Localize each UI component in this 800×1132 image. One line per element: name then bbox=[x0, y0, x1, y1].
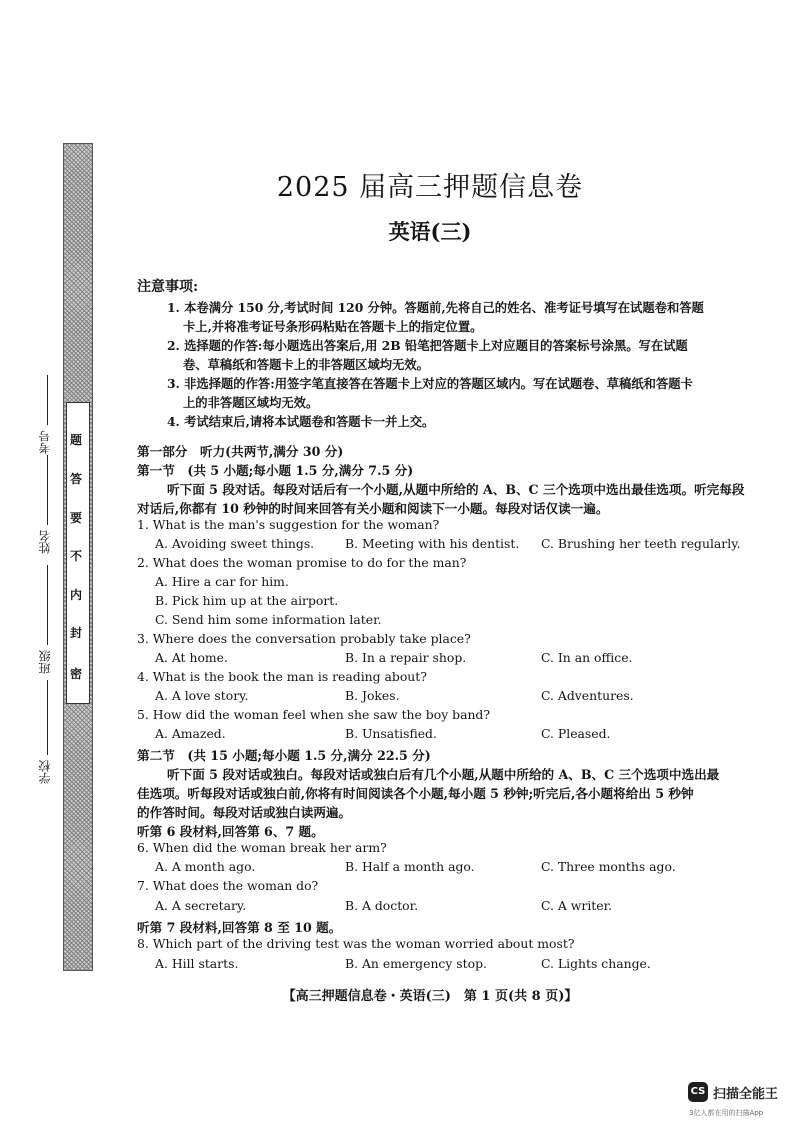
option-a: A. Avoiding sweet things. bbox=[155, 536, 315, 551]
option-c: C. Adventures. bbox=[541, 688, 634, 703]
question-stem: 4. What is the book the man is reading about? bbox=[137, 669, 427, 684]
section2-instruction: 佳选项。听每段对话或独白前,你将有时间阅读各个小题,每小题 5 秒钟;听完后,各小题将给出 5 秒钟 bbox=[137, 786, 694, 801]
option-a: A. A secretary. bbox=[155, 898, 247, 913]
option-a: A. Hill starts. bbox=[155, 956, 239, 971]
watermark-name: 扫描全能王 bbox=[713, 1087, 779, 1102]
notice-line: 3. 非选择题的作答:用签字笔直接答在答题卡上对应的答题区域内。写在试题卷、草稿纸和答题卡 bbox=[167, 376, 693, 391]
field-exam-number: 考号 bbox=[38, 430, 52, 454]
notice-heading: 注意事项: bbox=[137, 279, 199, 295]
option-a: A. A month ago. bbox=[155, 859, 256, 874]
seal-char: 题 bbox=[70, 433, 83, 447]
option-c: C. Three months ago. bbox=[541, 859, 676, 874]
seal-char: 不 bbox=[70, 549, 83, 563]
option-b: B. An emergency stop. bbox=[345, 956, 487, 971]
field-school: 学校 bbox=[38, 760, 52, 784]
notice-line: 1. 本卷满分 150 分,考试时间 120 分钟。答题前,先将自己的姓名、准考证号填写在试题卷和答题 bbox=[167, 300, 704, 315]
option-b: B. Half a month ago. bbox=[345, 859, 475, 874]
option-b: B. Meeting with his dentist. bbox=[345, 536, 520, 551]
camscanner-logo-icon: CS bbox=[688, 1082, 708, 1102]
question-stem: 8. Which part of the driving test was the woman worried about most? bbox=[137, 936, 575, 951]
fill-line bbox=[47, 680, 48, 755]
field-name: 姓名 bbox=[38, 530, 52, 554]
section2-instruction: 听下面 5 段对话或独白。每段对话或独白后有几个小题,从题中所给的 A、B、C 三个选项中选出最 bbox=[167, 767, 720, 782]
question-stem: 7. What does the woman do? bbox=[137, 878, 319, 893]
fill-line bbox=[47, 565, 48, 645]
page-title: 2025 届高三押题信息卷 bbox=[276, 172, 584, 203]
field-class: 班级 bbox=[38, 650, 52, 674]
question-stem: 6. When did the woman break her arm? bbox=[137, 840, 387, 855]
option-b: B. Pick him up at the airport. bbox=[155, 593, 339, 608]
option-c: C. Pleased. bbox=[541, 726, 611, 741]
section1-instruction: 对话后,你都有 10 秒钟的时间来回答有关小题和阅读下一小题。每段对话仅读一遍。 bbox=[137, 501, 609, 516]
notice-line: 上的非答题区域均无效。 bbox=[183, 395, 319, 410]
seal-char: 答 bbox=[70, 472, 83, 486]
option-c: C. Lights change. bbox=[541, 956, 651, 971]
option-c: C. A writer. bbox=[541, 898, 613, 913]
seal-char: 内 bbox=[70, 588, 83, 602]
option-a: A. Amazed. bbox=[155, 726, 226, 741]
watermark-tagline: 3亿人都在用的扫描App bbox=[689, 1109, 764, 1117]
section2-instruction: 的作答时间。每段对话或独白读两遍。 bbox=[137, 805, 352, 820]
option-b: B. A doctor. bbox=[345, 898, 419, 913]
page-footer: 【高三押题信息卷・英语(三) 第 1 页(共 8 页)】 bbox=[282, 989, 578, 1004]
option-b: B. Unsatisfied. bbox=[345, 726, 437, 741]
option-b: B. In a repair shop. bbox=[345, 650, 467, 665]
notice-line: 2. 选择题的作答:每小题选出答案后,用 2B 铅笔把答题卡上对应题目的答案标号涂黑。写在试题 bbox=[167, 338, 688, 353]
fill-line bbox=[47, 375, 48, 425]
notice-line: 卡上,并将准考证号条形码粘贴在答题卡上的指定位置。 bbox=[183, 319, 483, 334]
material-heading: 听第 6 段材料,回答第 6、7 题。 bbox=[137, 824, 324, 839]
fill-line bbox=[47, 455, 48, 525]
notice-line: 卷、草稿纸和答题卡上的非答题区域均无效。 bbox=[183, 357, 429, 372]
question-stem: 5. How did the woman feel when she saw the boy band? bbox=[137, 707, 491, 722]
option-c: C. In an office. bbox=[541, 650, 633, 665]
option-a: A. At home. bbox=[155, 650, 228, 665]
question-stem: 3. Where does the conversation probably take place? bbox=[137, 631, 471, 646]
question-stem: 1. What is the man's suggestion for the woman? bbox=[137, 517, 440, 532]
section1-instruction: 听下面 5 段对话。每段对话后有一个小题,从题中所给的 A、B、C 三个选项中选出最佳选项。听完每段 bbox=[167, 482, 745, 497]
seal-box bbox=[66, 402, 90, 704]
seal-char: 要 bbox=[70, 511, 83, 525]
question-stem: 2. What does the woman promise to do for the man? bbox=[137, 555, 467, 570]
option-b: B. Jokes. bbox=[345, 688, 400, 703]
section2-heading: 第二节 (共 15 小题;每小题 1.5 分,满分 22.5 分) bbox=[137, 748, 431, 763]
option-a: A. A love story. bbox=[155, 688, 249, 703]
option-c: C. Send him some information later. bbox=[155, 612, 382, 627]
notice-line: 4. 考试结束后,请将本试题卷和答题卡一并上交。 bbox=[167, 414, 435, 429]
subject-title: 英语(三) bbox=[388, 219, 472, 244]
seal-char: 封 bbox=[70, 626, 83, 640]
part1-heading: 第一部分 听力(共两节,满分 30 分) bbox=[137, 444, 344, 459]
seal-char: 密 bbox=[70, 667, 83, 681]
option-c: C. Brushing her teeth regularly. bbox=[541, 536, 741, 551]
material-heading: 听第 7 段材料,回答第 8 至 10 题。 bbox=[137, 920, 342, 935]
option-a: A. Hire a car for him. bbox=[155, 574, 289, 589]
section1-heading: 第一节 (共 5 小题;每小题 1.5 分,满分 7.5 分) bbox=[137, 463, 414, 478]
